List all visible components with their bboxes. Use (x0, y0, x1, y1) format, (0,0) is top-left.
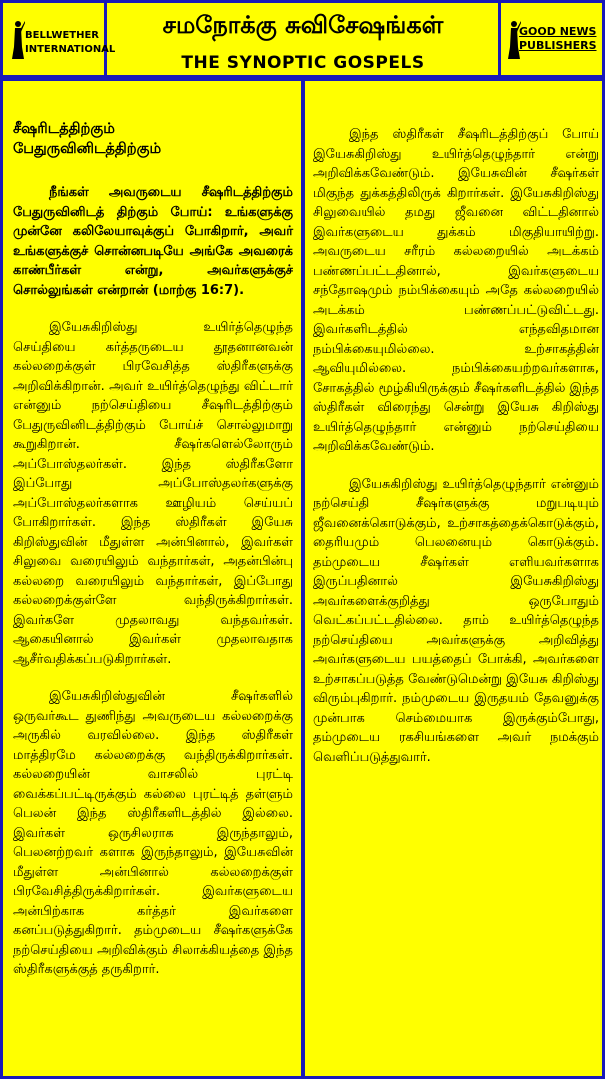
left-column (13, 81, 293, 998)
paragraph: இயேசுகிறிஸ்து உயிர்த்தெழுந்தார் என்னும் நற்செய்தி சீஷர்களுக்கு மறுபடியும் ஜீவனைக்கொடுக்கும், உற்சாகத்தைக்கொடுக்கும், தைரியமும் பெலனையும் கொடுக்கும். தம்முடைய சீஷர்கள் எளியவர்களாக இருப்பதினால் இயேசுகிறிஸ்து அவர்களைக்குறித்து ஒருபோதும் வெட்கப்பட்டதில்லை. தாம் உயிர்த்தெழுந்த நற்செய்தியை அவர்களுக்கு அறிவித்து அவர்களுடைய பயத்தைப் போக்கி, அவர்களை உற்சாகப்படுத்த வேண்டுமென்று இயேசு கிறிஸ்து விரும்புகிறார். நம்முடைய இருதயம் தேவனுக்கு முன்பாக செம்மையாக இருக்கும்போது, தம்முடைய ரகசியங்களை அவர் நமக்கும் வெளிப்படுத்துவார். (313, 476, 599, 765)
paragraph: இயேசுகிறிஸ்துவின் சீஷர்களில் ஒருவர்கூட துணிந்து அவருடைய கல்லறைக்கு அருகில் வரவில்லை. இந்த ஸ்திரீகள் மாத்திரமே கல்லறைக்கு வந்திருக்கிறார்கள். கல்லறையின் வாசலில் புரட்டி வைக்கப்பட்டிருக்கும் கல்லை புரட்டித் தள்ளும் பெலன் இந்த ஸ்திரீகளிடத்தில் இல்லை. இவர்கள் ஒருசிலராக இருந்தாலும், பெலனற்றவர் களாக இருந்தாலும், இயேசுவின் மீதுள்ள அன்பினால் கல்லறைக்குள் பிரவேசித்திருக்கிறார்கள். இவர்களுடைய அன்பிற்காக கர்த்தர் இவர்களை கனப்படுத்துகிறார். தம்முடைய சீஷர்களுக்கே நற்செய்தியை அறிவிக்கும் சிலாக்கியத்தை இந்த ஸ்திரீகளுக்குத் தருகிறார். (13, 689, 293, 977)
scripture-quote: நீங்கள் அவருடைய சீஷரிடத்திற்கும் பேதுருவினிடத் திற்கும் போய்: உங்களுக்கு முன்னே கலிலேயாவுக்குப் போகிறார், அவர் உங்களுக்குச் சொன்னபடியே அங்கே அவரைக் காண்பீர்கள் என்று, அவர்களுக்குச் சொல்லுங்கள் என்றான் (மாற்கு 16:7). (13, 185, 293, 298)
column-divider (301, 81, 305, 1076)
page-title-tamil: சமநோக்கு சுவிசேஷங்கள் (162, 11, 444, 39)
trumpet-figure-icon (11, 19, 25, 59)
heading-line-1: சீஷரிடத்திற்கும் (13, 121, 115, 137)
section-heading (13, 119, 293, 159)
bellwether-logo (3, 3, 116, 75)
heading-line-2: பேதுருவினிடத்திற்கும் (13, 141, 162, 157)
page-title-english: THE SYNOPTIC GOSPELS (181, 53, 425, 73)
logo-left-text: BELLWETHER INTERNATIONAL (25, 30, 116, 55)
paragraph: இந்த ஸ்திரீகள் சீஷரிடத்திற்குப் போய் இயேசுகிறிஸ்து உயிர்த்தெழுந்தார் என்று அறிவிக்கவேண்டும். இயேசுவின் சீஷர்கள் மிகுந்த துக்கத்திலிருக் கிறார்கள். இயேசுகிறிஸ்து சிலுவையில் தமது ஜீவனை விட்டதினால் இவர்களுடைய துக்கம் மிகுதியாயிற்று. அவருடைய சரீரம் கல்லறையில் அடக்கம் பண்ணப்பட்டதினால், இவர்களுடைய சந்தோஷமும் நம்பிக்கையும் அதே கல்லறையில் அடக்கம் பண்ணப்பட்டுவிட்டது. இவர்களிடத்தில் எந்தவிதமான நம்பிக்கையுமில்லை. உற்சாகத்தின் ஆவியுமில்லை. நம்பிக்கையற்றவர்களாக, சோகத்தில் மூழ்கியிருக்கும் சீஷர்களிடத்தில் இந்த ஸ்திரீகள் விரைந்து சென்று இயேசு கிறிஸ்து உயிர்த்தெழுந்தார் என்னும் நற்செய்தியை அறிவிக்கவேண்டும். (313, 127, 599, 454)
article-body (0, 78, 605, 1079)
logo-right-text: GOOD NEWS PUBLISHERS (519, 25, 597, 52)
paragraph: இயேசுகிறிஸ்து உயிர்த்தெழுந்த செய்தியை கர்த்தருடைய தூதனானவன் கல்லறைக்குள் பிரவேசித்த ஸ்திரீகளுக்கு அறிவிக்கிறான். அவர் உயிர்த்தெழுந்து விட்டார் என்னும் நற்செய்தியை சீஷரிடத்திற்கும் பேதுருவினிடத்திற்கும் போய்ச் சொல்லுமாறு கூறுகிறான். சீஷர்களெல்லோரும் அப்போஸ்தலர்கள். இந்த ஸ்திரீகளோ இப்போது அப்போஸ்தலர்களுக்கு அப்போஸ்தலர்களாக ஊழியம் செய்யப் போகிறார்கள். இந்த ஸ்திரீகள் இயேசு கிறிஸ்துவின் மீதுள்ள அன்பினால், இவர்கள் சிலுவை வரையிலும் வந்தார்கள், அதன்பின்பு கல்லறை வரையிலும் வந்தார்கள், இப்போது கல்லறைக்குள்ளே வந்திருக்கிறார்கள். இவர்களே முதலாவது வந்தவர்கள். ஆகையினால் இவர்கள் முதலாவதாக ஆசீர்வதிக்கப்படுகிறார்கள். (13, 320, 293, 667)
page-header (0, 0, 605, 78)
good-news-logo (498, 3, 602, 75)
right-column (313, 81, 599, 785)
